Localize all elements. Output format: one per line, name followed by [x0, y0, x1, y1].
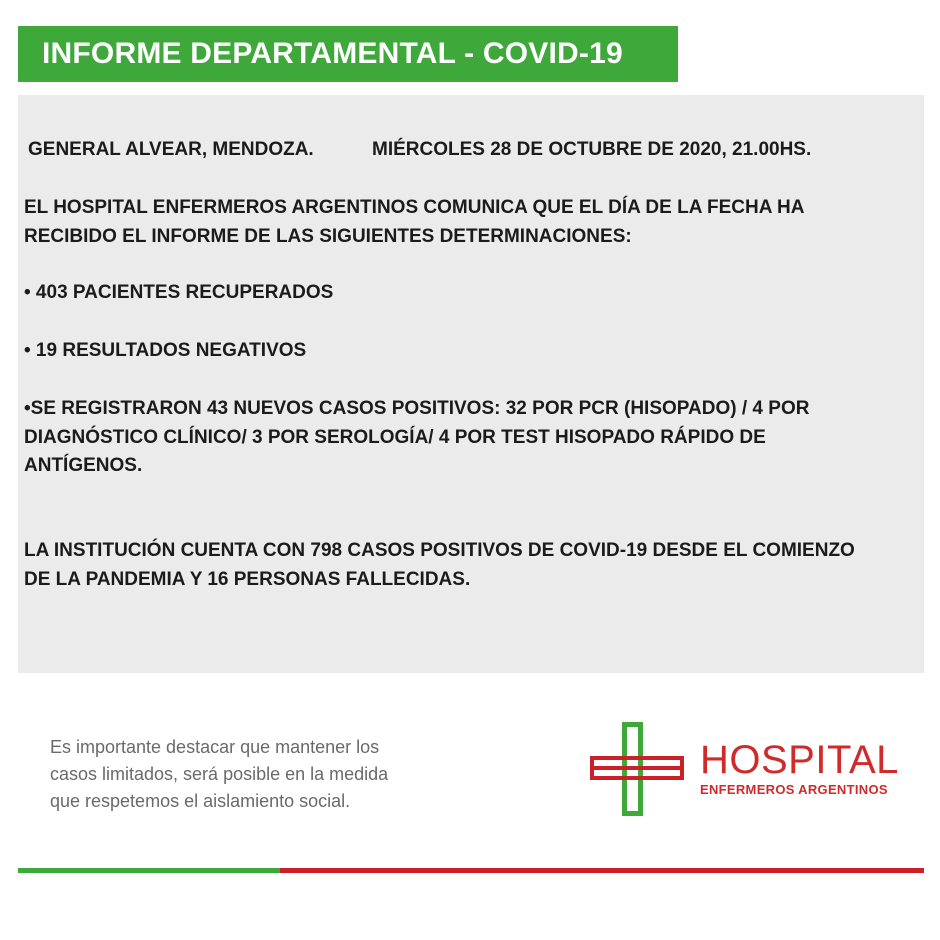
hospital-logo — [588, 720, 908, 820]
logo-subtitle: ENFERMEROS ARGENTINOS — [700, 782, 888, 797]
title-banner — [18, 26, 678, 82]
summary-line: LA INSTITUCIÓN CUENTA CON 798 CASOS POSITIVOS DE COVID-19 DESDE EL COMIENZO — [24, 540, 855, 561]
summary-line: DE LA PANDEMIA Y 16 PERSONAS FALLECIDAS. — [24, 569, 471, 590]
positives-line: •SE REGISTRARON 43 NUEVOS CASOS POSITIVOS: 32 POR PCR (HISOPADO) / 4 POR — [24, 398, 810, 419]
logo-title: HOSPITAL — [700, 738, 899, 782]
intro-line: RECIBIDO EL INFORME DE LAS SIGUIENTES DETERMINACIONES: — [24, 226, 632, 247]
report-date: MIÉRCOLES 28 DE OCTUBRE DE 2020, 21.00HS. — [372, 139, 812, 160]
report-location: GENERAL ALVEAR, MENDOZA. — [28, 139, 314, 160]
positives-line: ANTÍGENOS. — [24, 455, 143, 476]
bullet-negative: • 19 RESULTADOS NEGATIVOS — [24, 340, 307, 361]
footer-note-line: casos limitados, será posible en la medida — [50, 764, 389, 784]
report-panel — [18, 95, 924, 673]
footer-note-line: que respetemos el aislamiento social. — [50, 791, 351, 811]
divider-red — [280, 868, 924, 873]
cross-icon — [588, 720, 688, 820]
intro-line: EL HOSPITAL ENFERMEROS ARGENTINOS COMUNICA QUE EL DÍA DE LA FECHA HA — [24, 197, 805, 218]
page-title: INFORME DEPARTAMENTAL - COVID-19 — [42, 37, 623, 70]
footer-note — [50, 734, 470, 815]
positives-line: DIAGNÓSTICO CLÍNICO/ 3 POR SEROLOGÍA/ 4 POR TEST HISOPADO RÁPIDO DE — [24, 427, 766, 448]
bullet-recovered: • 403 PACIENTES RECUPERADOS — [24, 282, 334, 303]
footer-note-line: Es importante destacar que mantener los — [50, 737, 380, 757]
divider-green — [18, 868, 280, 873]
